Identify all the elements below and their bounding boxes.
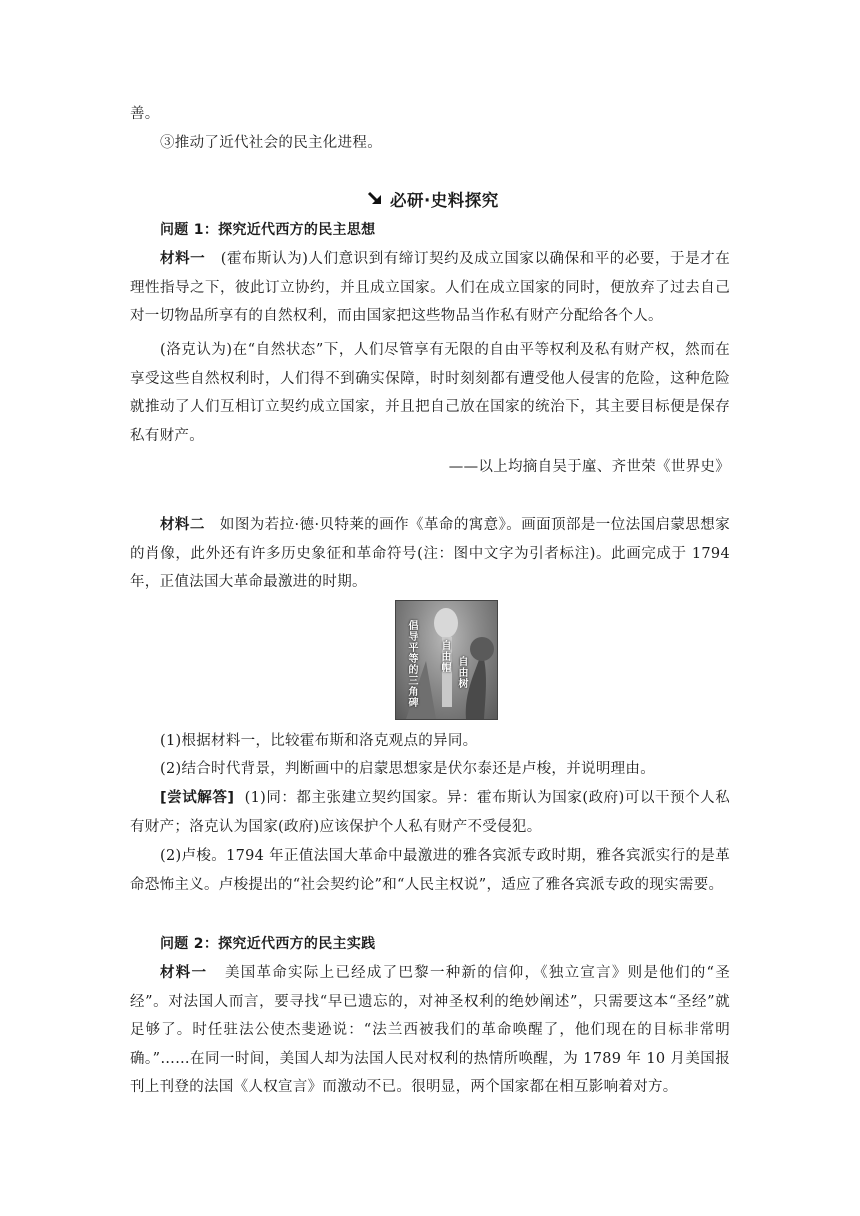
section-heading <box>366 186 499 212</box>
answer-label: [尝试解答] <box>160 790 235 806</box>
question-1-title: 问题 1：探究近代西方的民主思想 <box>160 222 376 238</box>
material-text: (霍布斯认为)人们意识到有缔订契约及成立国家以确保和平的必要，于是才在理性指导之下，彼此订立协约，并且成立国家。人们在成立国家的同时，便放弃了过去自己对一切物品所享有的自然权利，而由国家把这些物品当作私有财产分配给各个人。 <box>130 251 731 324</box>
sub-question-1: (1)根据材料一，比较霍布斯和洛克观点的异同。 <box>160 733 478 749</box>
sub-question-2: (2)结合时代背景，判断画中的启蒙思想家是伏尔泰还是卢梭，并说明理由。 <box>160 761 656 777</box>
material-label: 材料一 <box>160 965 208 981</box>
source-citation: ——以上均摘自吴于廑、齐世荣《世界史》 <box>448 459 730 475</box>
paragraph-continued: 善。 <box>130 106 160 122</box>
material-label: 材料二 <box>160 517 205 533</box>
locke-paragraph: (洛克认为)在“自然状态”下，人们尽管享有无限的自由平等权利及私有财产权，然而在享受这些自然权利时，人们得不到确实保障，时时刻刻都有遭受他人侵害的危险，这种危险就推动了人们互相订立契约成立国家，并且把自己放在国家的统治下，其主要目标便是保存私有财产。 <box>130 342 730 444</box>
caption-liberty-cap: 自由帽 <box>441 641 452 674</box>
arrow-down-right-icon <box>366 189 386 209</box>
painting-image <box>395 600 498 720</box>
paragraph-point-3: ③推动了近代社会的民主化进程。 <box>160 135 382 151</box>
section-title: 必研·史料探究 <box>390 191 499 210</box>
material-text: 如图为若拉·德·贝特莱的画作《革命的寓意》。画面顶部是一位法国启蒙思想家的肖像，此外还有许多历史象征和革命符号(注：图中文字为引者标注)。此画完成于 1794 年，正值法国大革命最激进的时期。 <box>130 517 731 590</box>
question-2-title: 问题 2：探究近代西方的民主实践 <box>160 936 376 952</box>
q2-material-1-paragraph <box>130 959 730 1102</box>
answer-1 <box>130 784 730 841</box>
caption-triangle-monument: 倡导平等的三角碑 <box>408 621 419 709</box>
caption-liberty-tree: 自由树 <box>458 657 469 690</box>
material-2-paragraph <box>130 511 730 597</box>
material-label: 材料一 <box>160 251 206 267</box>
material-text: 美国革命实际上已经成了巴黎一种新的信仰，《独立宣言》则是他们的“圣经”。对法国人而言，要寻找“早已遗忘的，对神圣权利的绝妙阐述”，只需要这本“圣经”就足够了。时任驻法公使杰斐逊说：“法兰西被我们的革命唤醒了，他们现在的目标非常明确。”……在同一时间，美国人却为法国人民对权利的热情所唤醒，为 1789 年 10 月美国报刊上刊登的法国《人权宣言》而激动不已。很明显，两个国家都在相互影响着对方。 <box>130 965 730 1095</box>
answer-text: (1)同：都主张建立契约国家。异：霍布斯认为国家(政府)可以干预个人私有财产；洛克认为国家(政府)应该保护个人私有财产不受侵犯。 <box>130 790 730 835</box>
answer-2: (2)卢梭。1794 年正值法国大革命中最激进的雅各宾派专政时期，雅各宾派实行的是革命恐怖主义。卢梭提出的“社会契约论”和“人民主权说”，适应了雅各宾派专政的现实需要。 <box>130 848 730 893</box>
material-1-paragraph <box>130 245 730 331</box>
